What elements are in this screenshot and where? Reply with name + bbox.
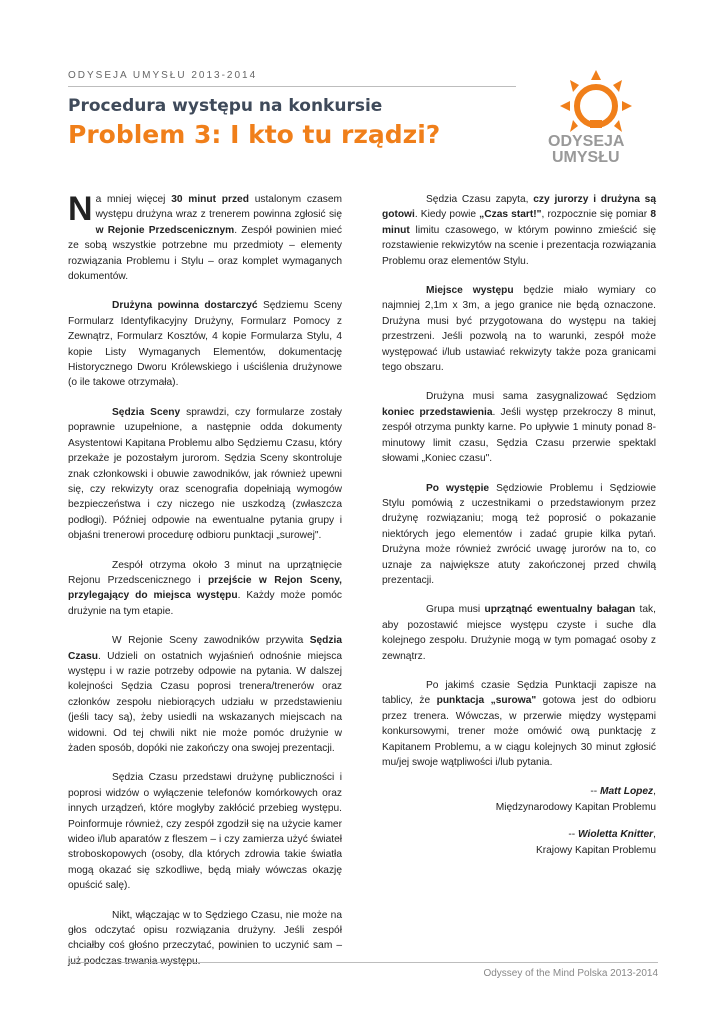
right-column (382, 192, 656, 872)
footer-divider (68, 962, 658, 963)
page-title: Problem 3: I kto tu rządzi? (68, 120, 441, 149)
paragraph-transition: Zespół otrzyma około 3 minut na uprzątnięcie Rejonu Przedscenicznego i przejście w Rejon Sceny, przylegający do miejsca występu. Każdy może pomóc drużynie na tym etapie. (68, 559, 342, 617)
signature-1: -- Matt Lopez, Międzynarodowy Kapitan Problemu (495, 786, 656, 813)
signature-2: -- Wioletta Knitter, Krajowy Kapitan Problemu (535, 829, 656, 856)
paragraph-end: Drużyna musi sama zasygnalizować Sędziom koniec przedstawienia. Jeśli występ przekroczy 8 minut, zespół otrzyma punkty karne. Po upływie 1 minuty ponad 8-minutowy limit czasu, Sędzia Czasu przerwie spektakl słowami „Koniec czasu". (382, 391, 656, 465)
paragraph-introduction: Sędzia Czasu przedstawi drużynę publiczności i poprosi widzów o wyłączenie telefonów komórkowych oraz innych urządzeń, które mogłyby zakłócić przebieg występu. Poinformuje również, czy zespół zgodził się na użycie kamer wideo i/lub aparatów z fleszem – i czy zamierza użyć świateł stroboskopowych (osoby, dla których zdrowia takie światła mogą okazać się szkodliwe, będą miały wówczas okazję opuścić salę). (68, 772, 342, 892)
sun-icon (560, 70, 632, 132)
paragraph-time-start: Sędzia Czasu zapyta, czy jurorzy i drużyna są gotowi. Kiedy powie „Czas start!", rozpocznie się pomiar 8 minut limitu czasowego, w którym powinno zmieścić się rozstawienie rekwizytów na scenie i prezentacja rozwiązania Problemu oraz elementów Stylu. (382, 194, 656, 267)
page-subtitle: Procedura występu na konkursie (68, 96, 383, 116)
series-header: ODYSEJA UMYSŁU 2013-2014 (68, 70, 258, 81)
page-footer: Odyssey of the Mind Polska 2013-2014 (483, 968, 658, 979)
paragraph-documents: Drużyna powinna dostarczyć Sędziemu Sceny Formularz Identyfikacyjny Drużyny, Formularz Pomocy z Zewnątrz, Formularz Kosztów, 4 kopie Formularza Stylu, 4 kopie Listy Wymaganych Elementów, dokumentację Historycznego Dworu Królewskiego i uściślenia drużynowe (o ile takowe otrzymała). (68, 300, 342, 389)
odyseja-umyslu-logo (530, 66, 656, 166)
paragraph-arrival: Na mniej więcej 30 minut przed ustalonym czasem występu drużyna wraz z trenerem powinna zgłosić się w Rejonie Przedscenicznym. Zespół powinien mieć ze sobą wszystkie potrzebne mu przedmioty – elementy rozwiązania Problemu i Stylu – oraz komplet wymaganych dokumentów. (68, 190, 343, 283)
left-column (68, 192, 342, 983)
paragraph-venue: Miejsce występu będzie miało wymiary co najmniej 2,1m x 3m, a jego granice nie będą oznaczone. Drużyna musi być przygotowana do występu na takiej przestrzeni. Jeśli pozwolą na to warunki, zespół może występować i/lub ustawiać rekwizyty także poza granicami tego obszaru. (382, 285, 656, 374)
paragraph-scores: Po jakimś czasie Sędzia Punktacji zapisze na tablicy, że punktacja „surowa" gotowa jest do odbioru przez trenera. Wówczas, w przerwie między występami konkursowymi, trener może omówić ową punktację z Kapitanem Problemu, a w ciągu kolejnych 30 minut zgłosić mu/jej swoje wątpliwości i/lub pytania. (382, 679, 657, 768)
paragraph-reading: Nikt, włączając w to Sędziego Czasu, nie może na głos odczytać opisu rozwiązania drużyny. Jeśli zespół chciałby coś głośno przeczytać, powinien to uczynić sam – (68, 909, 342, 952)
paragraph-cleanup: Grupa musi uprzątnąć ewentualny bałagan tak, aby pozostawić miejsce występu czyste i suche dla kolejnego zespołu. Drużynie mogą w tym pomagać osoby z zewnątrz. (382, 604, 656, 662)
logo-word-bottom: UMYSŁU (552, 149, 620, 166)
paragraph-after: Po występie Sędziowie Problemu i Sędziowie Stylu pomówią z uczestnikami o przedstawionym przez drużynę rozwiązaniu; mogą też poprosić o pokazanie niektórych jego elementów i zadać grupie kilka pytań. Drużyna może również zwrócić uwagę jurorów na to, co uznaje za największe atuty zakończonej przed chwilą prezentacji. (382, 482, 656, 586)
paragraph-stage-judge: Sędzia Sceny sprawdzi, czy formularze zostały poprawnie uzupełnione, a następnie odda dokumenty Asystentowi Kapitana Problemu albo Sędziemu Czasu, który przekaże je pozostałym jurorom. Sędzia Sceny skontroluje znak członkowski i obuwie zawodników, jak również upewni się, czy rekwizyty oraz scenografia dopełniają wymogów bezpieczeństwa i czy niczego nie uszkodzą (zwłaszcza podłogi). Później odpowie na ewentualne pytania grupy i objaśni trenerowi procedurę odbioru punktacji „surowej". (68, 406, 342, 542)
drop-cap: N (68, 190, 93, 228)
paragraph-timekeeper: W Rejonie Sceny zawodników przywita Sędzia Czasu. Udzieli on ostatnich wyjaśnień odnośnie miejsca występu i w razie potrzeby odpowie na pytania. W dalszej kolejności Sędzia Czasu poprosi trenera/trenerów oraz członków zespołu niebiorących udziału w przedstawieniu (jeśli tacy są), żeby usiedli na wskazanych miejscach na widowni. Od tej chwili nikt nie może pomóc drużynie w żaden sposób, dopóki nie zakończy ona swojej prezentacji. (68, 635, 342, 754)
header-divider (68, 86, 516, 87)
logo-word-top: ODYSEJA (548, 133, 625, 150)
